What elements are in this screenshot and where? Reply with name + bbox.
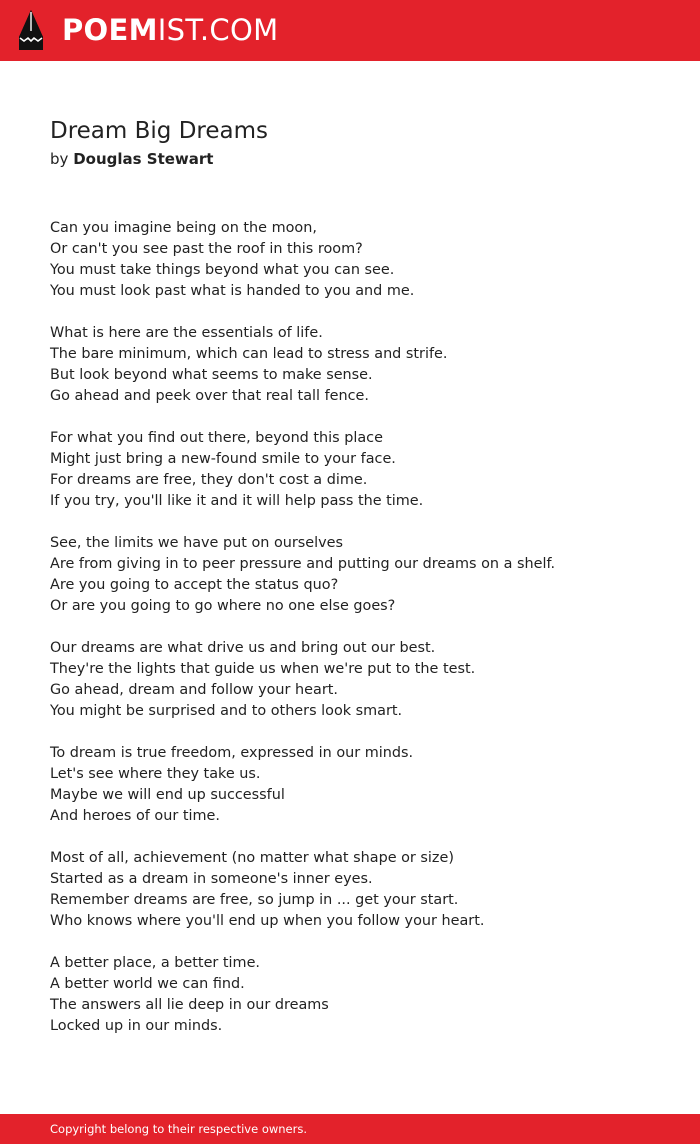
- poem-line: Our dreams are what drive us and bring out our best.: [50, 640, 436, 656]
- poem-line: To dream is true freedom, expressed in our minds.: [50, 745, 414, 761]
- stanza: [50, 953, 670, 1037]
- poem-line: Maybe we will end up successful: [50, 787, 285, 803]
- poem-line: Started as a dream in someone's inner eyes.: [50, 871, 373, 887]
- poem-line: Or are you going to go where no one else goes?: [50, 598, 396, 614]
- stanza: [50, 428, 670, 512]
- brand-light: IST.COM: [157, 13, 279, 47]
- poem-line: They're the lights that guide us when we're put to the test.: [50, 661, 476, 677]
- site-footer: [0, 1114, 700, 1144]
- stanza: [50, 743, 670, 827]
- pencil-icon[interactable]: [17, 9, 45, 51]
- stanza: [50, 638, 670, 722]
- poem-line: Go ahead, dream and follow your heart.: [50, 682, 338, 698]
- poem-line: You might be surprised and to others look smart.: [50, 703, 403, 719]
- poem-title: Dream Big Dreams: [50, 118, 268, 144]
- poem-line: You must look past what is handed to you and me.: [50, 283, 415, 299]
- poem-line: What is here are the essentials of life.: [50, 325, 323, 341]
- poem-line: If you try, you'll like it and it will help pass the time.: [50, 493, 424, 509]
- copyright-notice: Copyright belong to their respective owners.: [50, 1122, 308, 1136]
- poem-line: A better world we can find.: [50, 976, 245, 992]
- stanza: [50, 323, 670, 407]
- poem-line: You must take things beyond what you can see.: [50, 262, 395, 278]
- poem-line: Can you imagine being on the moon,: [50, 220, 317, 236]
- site-header: [0, 0, 700, 61]
- by-label: by: [50, 150, 69, 168]
- stanza: [50, 218, 670, 302]
- poem-line: A better place, a better time.: [50, 955, 260, 971]
- poem-line: Go ahead and peek over that real tall fence.: [50, 388, 369, 404]
- poem-line: Who knows where you'll end up when you follow your heart.: [50, 913, 485, 929]
- poem-line: Let's see where they take us.: [50, 766, 261, 782]
- poem-line: Are you going to accept the status quo?: [50, 577, 339, 593]
- poem-line: For dreams are free, they don't cost a dime.: [50, 472, 368, 488]
- poem-line: Or can't you see past the roof in this room?: [50, 241, 363, 257]
- poem-line: Remember dreams are free, so jump in ... get your start.: [50, 892, 459, 908]
- poem-line: The answers all lie deep in our dreams: [50, 997, 329, 1013]
- poem-line: And heroes of our time.: [50, 808, 220, 824]
- poem-line: Might just bring a new-found smile to your face.: [50, 451, 396, 467]
- byline: [50, 148, 213, 170]
- site-logo-text[interactable]: [62, 12, 278, 48]
- stanza: [50, 848, 670, 932]
- poem-line: Locked up in our minds.: [50, 1018, 223, 1034]
- brand-bold: POEM: [62, 13, 158, 47]
- poem-line: See, the limits we have put on ourselves: [50, 535, 344, 551]
- stanza: [50, 533, 670, 617]
- poem-line: The bare minimum, which can lead to stress and strife.: [50, 346, 448, 362]
- poem-body: [50, 218, 670, 1058]
- poem-line: For what you find out there, beyond this place: [50, 430, 383, 446]
- poem-line: Most of all, achievement (no matter what shape or size): [50, 850, 454, 866]
- author-name: Douglas Stewart: [73, 150, 214, 168]
- poem-line: Are from giving in to peer pressure and putting our dreams on a shelf.: [50, 556, 556, 572]
- poem-line: But look beyond what seems to make sense.: [50, 367, 373, 383]
